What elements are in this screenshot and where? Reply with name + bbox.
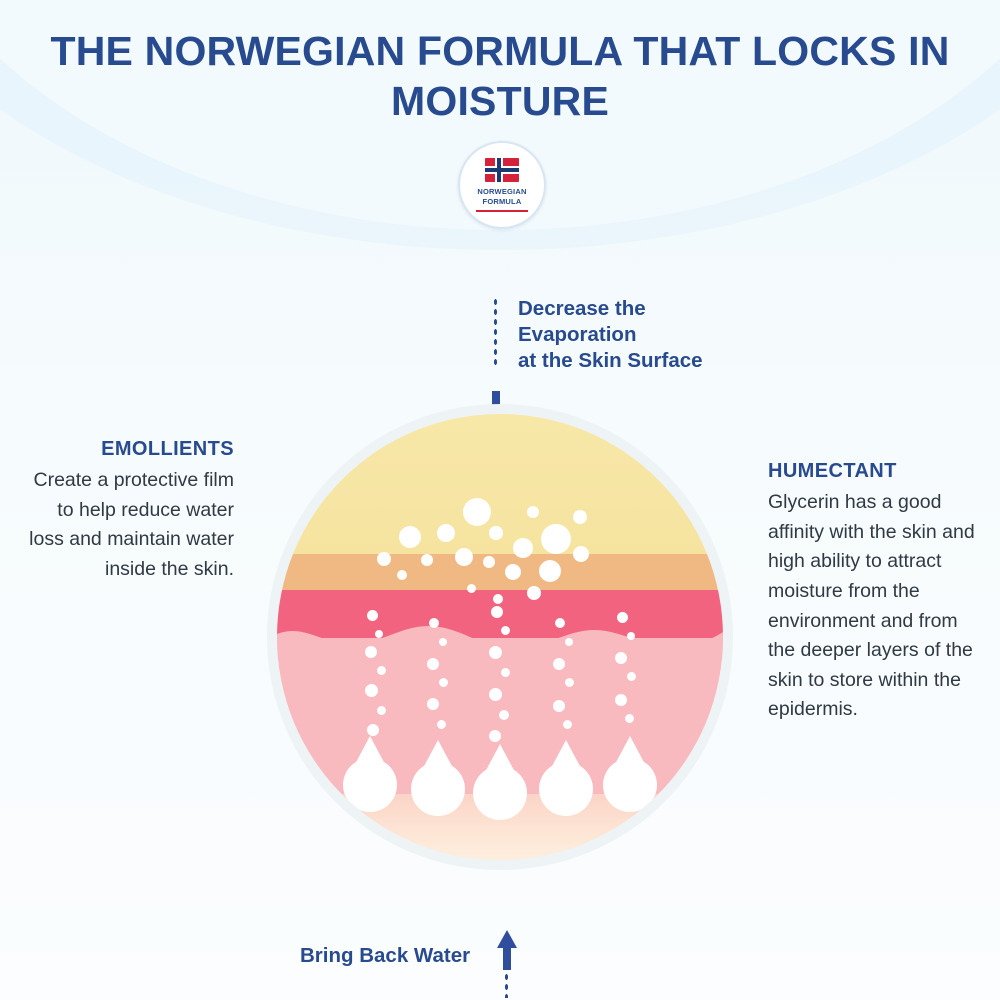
moisture-bubble xyxy=(527,506,539,518)
water-droplet xyxy=(473,766,527,820)
moisture-bubble xyxy=(541,524,571,554)
page-title: THE NORWEGIAN FORMULA THAT LOCKS IN MOISTURE xyxy=(50,28,950,125)
moisture-bubble xyxy=(377,552,391,566)
callout-decrease-evaporation xyxy=(518,296,778,375)
water-droplet xyxy=(343,758,397,812)
badge-underline xyxy=(476,210,528,212)
moisture-bubble xyxy=(573,546,589,562)
skin-cross-section xyxy=(267,404,733,914)
water-droplet xyxy=(603,758,657,812)
moisture-bubble xyxy=(463,498,491,526)
badge-label-line1: NORWEGIAN xyxy=(477,187,527,197)
dotted-connector-top xyxy=(493,297,498,369)
norwegian-flag-icon xyxy=(485,158,519,182)
moisture-bubble xyxy=(513,538,533,558)
moisture-bubble xyxy=(399,526,421,548)
moisture-bubble xyxy=(421,554,433,566)
arrow-up-icon xyxy=(497,930,517,970)
callout-humectant-title: HUMECTANT xyxy=(768,460,897,482)
norwegian-formula-badge xyxy=(458,141,546,229)
callout-humectant xyxy=(768,460,988,725)
moisture-bubble xyxy=(527,586,541,600)
moisture-bubble xyxy=(437,524,455,542)
callout-bring-back-water: Bring Back Water xyxy=(300,944,471,967)
callout-emollients-title: EMOLLIENTS xyxy=(101,438,234,460)
diagram-circle xyxy=(277,414,723,860)
moisture-bubble xyxy=(489,526,503,540)
callout-decrease-line3: at the Skin Surface xyxy=(518,349,703,373)
dotted-connector-bottom xyxy=(504,972,509,998)
water-droplet xyxy=(539,762,593,816)
callout-humectant-body: Glycerin has a good affinity with the skin and high ability to attract moisture from the environment and from the deeper layers of the skin to store within the epidermis. xyxy=(768,491,975,721)
moisture-bubble xyxy=(455,548,473,566)
callout-decrease-line1: Decrease the xyxy=(518,297,646,320)
moisture-bubble xyxy=(505,564,521,580)
moisture-bubble xyxy=(493,594,503,604)
moisture-bubble xyxy=(467,584,476,593)
moisture-bubble xyxy=(483,556,495,568)
callout-emollients xyxy=(18,438,234,585)
layer-emollient-film xyxy=(277,554,723,590)
callout-emollients-body: Create a protective film to help reduce water loss and maintain water inside the skin. xyxy=(29,469,234,580)
badge-label-line2: FORMULA xyxy=(482,196,522,206)
water-droplet xyxy=(411,762,465,816)
callout-decrease-line2: Evaporation xyxy=(518,323,637,347)
moisture-bubble xyxy=(397,570,407,580)
moisture-bubble xyxy=(539,560,561,582)
moisture-bubble xyxy=(573,510,587,524)
